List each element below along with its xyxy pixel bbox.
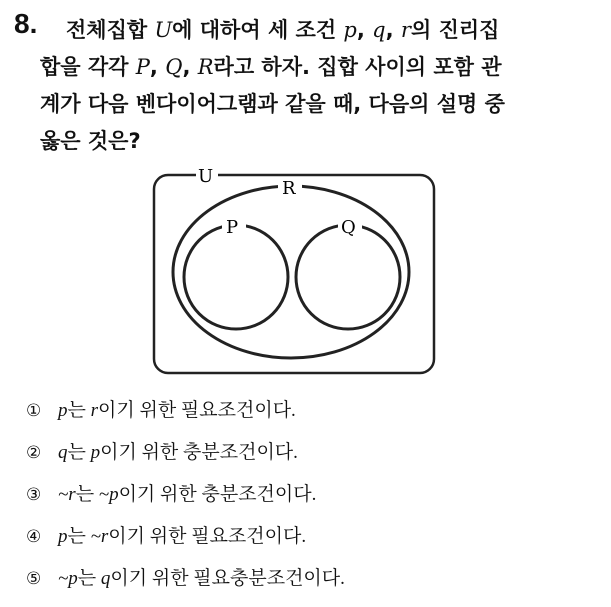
choice-number: ③ [26, 485, 42, 505]
math-q: q [372, 18, 386, 42]
answer-choices [26, 394, 586, 604]
condition-a: ~r [58, 484, 76, 505]
text-segment: 라고 하자. 집합 사이의 포함 관 [213, 55, 502, 79]
text-segment: 옳은 것은? [40, 129, 141, 153]
choice-number: ⑤ [26, 569, 42, 589]
question-line-4 [40, 123, 586, 160]
venn-diagram [148, 165, 440, 379]
math-P: P [135, 55, 150, 79]
math-Q: Q [165, 55, 183, 79]
set-R-ellipse [173, 186, 409, 358]
choice-4[interactable] [26, 520, 586, 562]
text-segment: 에 대하여 세 조건 [172, 18, 344, 42]
choice-number: ④ [26, 527, 42, 547]
math-r: r [400, 18, 411, 42]
text-segment: 이기 위한 필요충분조건이다. [110, 568, 345, 589]
text-segment: 는 [67, 400, 91, 421]
question-number: 8. [14, 8, 38, 39]
choice-number: ① [26, 401, 42, 421]
condition-b: q [100, 568, 111, 589]
math-p: p [343, 18, 357, 42]
label-U: U [198, 166, 214, 187]
choice-1[interactable] [26, 394, 586, 436]
text-segment: , [149, 55, 166, 79]
text-segment: 는 [77, 568, 101, 589]
text-segment: 이기 위한 충분조건이다. [118, 484, 317, 505]
text-segment: , [182, 55, 198, 79]
condition-a: p [58, 526, 68, 547]
set-Q-circle [296, 225, 400, 329]
set-P-circle [184, 225, 288, 329]
text-segment: 합을 각각 [40, 55, 136, 79]
text-segment: 는 [67, 442, 91, 463]
choice-3[interactable] [26, 478, 586, 520]
condition-a: p [58, 400, 68, 421]
math-R: R [197, 55, 214, 79]
question-line-2 [40, 49, 586, 86]
condition-b: ~r [90, 526, 109, 547]
condition-a: q [58, 442, 68, 463]
text-segment: 이기 위한 필요조건이다. [108, 526, 307, 547]
text-segment: , [356, 18, 373, 42]
text-segment: 이기 위한 충분조건이다. [100, 442, 298, 463]
question-text [40, 12, 586, 160]
choice-2[interactable] [26, 436, 586, 478]
condition-b: r [90, 400, 99, 421]
text-segment: 의 진리집 [410, 18, 500, 42]
text-segment: 는 [67, 526, 91, 547]
label-Q: Q [341, 217, 356, 238]
condition-b: p [90, 442, 101, 463]
text-segment: 전체집합 [66, 18, 155, 42]
universal-set-box [154, 175, 434, 373]
text-segment: , [385, 18, 401, 42]
question-line-1 [66, 12, 586, 49]
text-segment: 계가 다음 벤다이어그램과 같을 때, 다음의 설명 중 [40, 92, 505, 116]
question-line-3 [40, 86, 586, 123]
condition-b: ~p [98, 484, 119, 505]
choice-number: ② [26, 443, 42, 463]
condition-a: ~p [58, 568, 78, 589]
label-P: P [226, 217, 239, 238]
text-segment: 는 [75, 484, 99, 505]
math-U: U [154, 18, 173, 42]
choice-5[interactable] [26, 562, 586, 604]
label-R: R [282, 178, 296, 199]
text-segment: 이기 위한 필요조건이다. [98, 400, 296, 421]
